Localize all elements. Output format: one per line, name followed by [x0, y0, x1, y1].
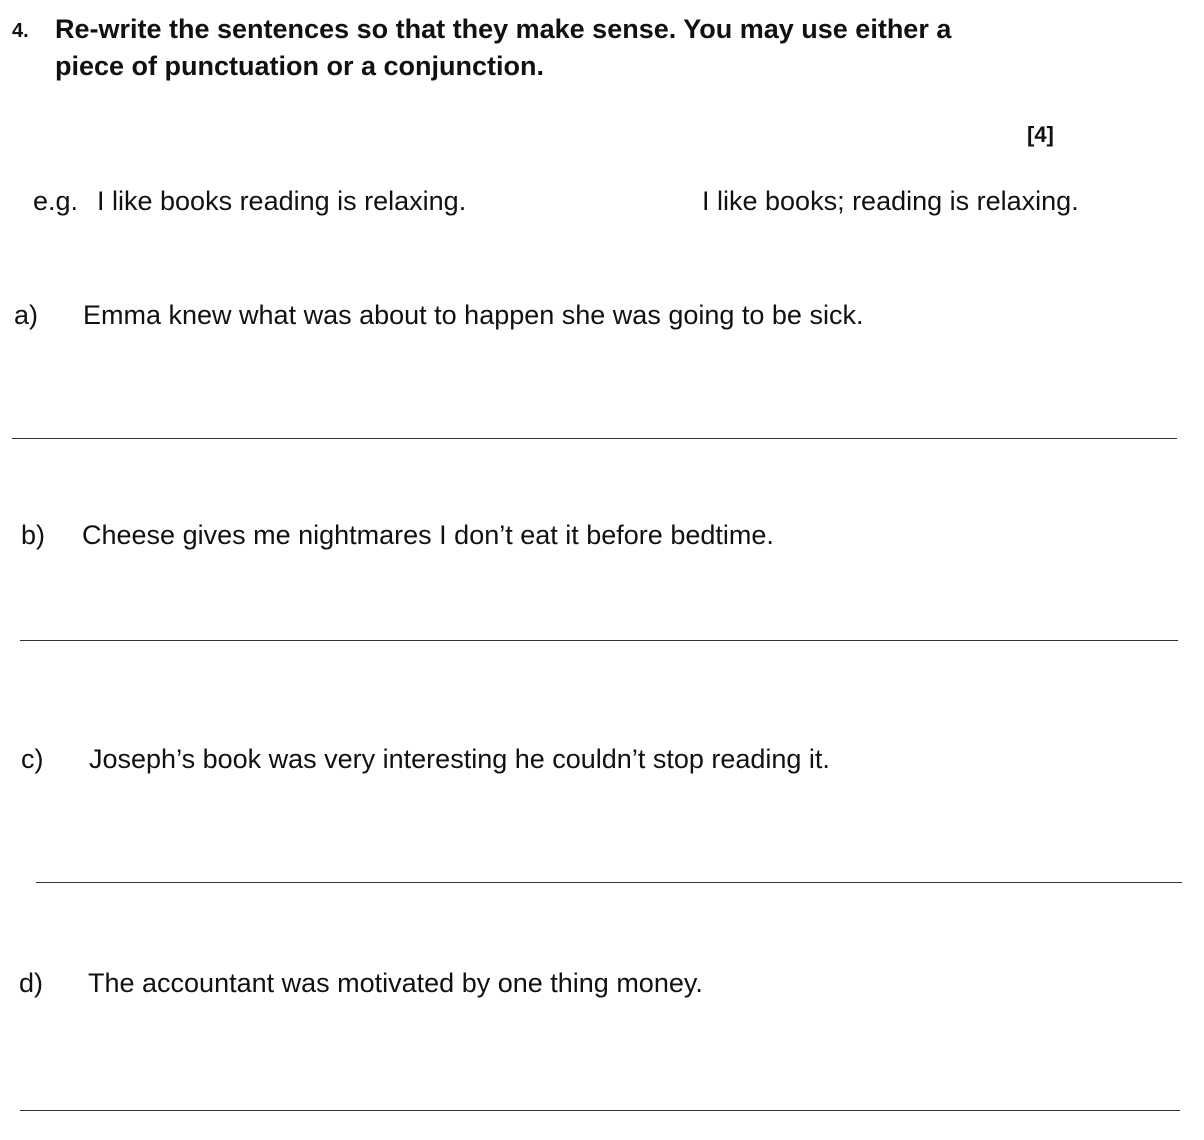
- question-number: 4.: [12, 20, 29, 42]
- marks: [4]: [1027, 122, 1054, 147]
- example-sentence: I like books reading is relaxing.: [97, 186, 467, 216]
- question-instruction-2: piece of punctuation or a conjunction.: [55, 51, 545, 81]
- item-d-label: d): [19, 968, 44, 998]
- item-a-label: a): [14, 300, 39, 330]
- answer-line-d[interactable]: [20, 1110, 1180, 1111]
- answer-line-b[interactable]: [20, 640, 1178, 641]
- answer-line-c[interactable]: [36, 882, 1182, 883]
- example-answer: I like books; reading is relaxing.: [702, 186, 1079, 216]
- item-d-text: The accountant was motivated by one thing money.: [88, 968, 703, 998]
- item-b-text: Cheese gives me nightmares I don’t eat it before bedtime.: [82, 520, 774, 550]
- example-label: e.g.: [33, 186, 79, 216]
- item-a-text: Emma knew what was about to happen she was going to be sick.: [83, 300, 864, 330]
- question-instruction-1: Re-write the sentences so that they make sense. You may use either a: [55, 14, 952, 44]
- item-c-label: c): [21, 744, 44, 774]
- item-b-label: b): [21, 520, 46, 550]
- answer-line-a[interactable]: [12, 438, 1177, 439]
- item-c-text: Joseph’s book was very interesting he couldn’t stop reading it.: [89, 744, 830, 774]
